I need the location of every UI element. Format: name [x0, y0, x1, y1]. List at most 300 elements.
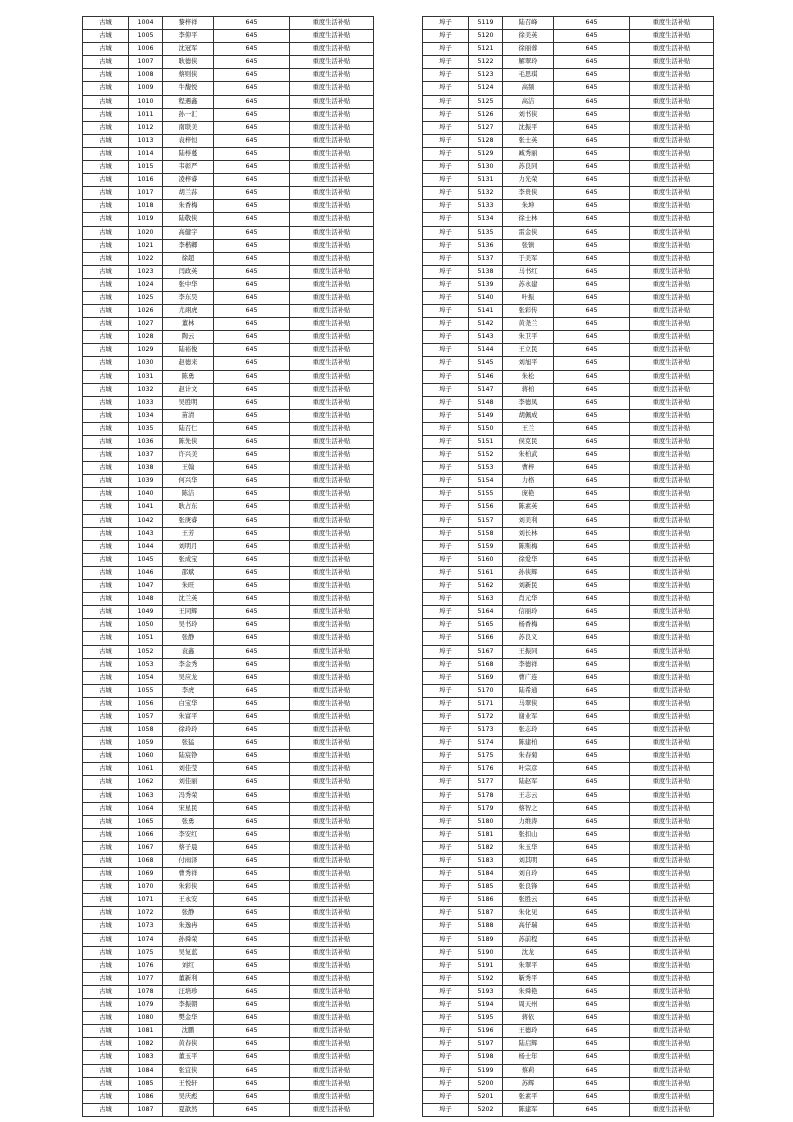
table-row	[423, 697, 714, 710]
id-cell: 1020	[129, 226, 163, 239]
name-cell: 李贵侠	[503, 187, 554, 200]
id-cell: 5186	[469, 894, 503, 907]
amount-cell: 645	[214, 658, 290, 671]
amount-cell: 645	[554, 907, 630, 920]
id-cell: 1069	[129, 868, 163, 881]
area-cell: 埠子	[423, 540, 469, 553]
area-cell: 埠子	[423, 1012, 469, 1025]
table-row	[423, 291, 714, 304]
area-cell: 埠子	[423, 697, 469, 710]
table-row	[423, 370, 714, 383]
table-row	[423, 422, 714, 435]
name-cell: 刘美利	[503, 514, 554, 527]
table-row	[83, 56, 374, 69]
table-row	[83, 252, 374, 265]
table-row	[83, 409, 374, 422]
table-row	[83, 619, 374, 632]
name-cell: 程遇鑫	[163, 95, 214, 108]
table-row	[423, 802, 714, 815]
area-cell: 埠子	[423, 174, 469, 187]
amount-cell: 645	[554, 1025, 630, 1038]
amount-cell: 645	[214, 645, 290, 658]
name-cell: 赵德来	[163, 357, 214, 370]
id-cell: 5179	[469, 802, 503, 815]
table-row	[423, 540, 714, 553]
table-row	[423, 841, 714, 854]
amount-cell: 645	[214, 291, 290, 304]
name-cell: 黎梓祥	[163, 17, 214, 30]
table-row	[83, 1103, 374, 1116]
id-cell: 1049	[129, 606, 163, 619]
type-cell: 重度生活补贴	[630, 213, 714, 226]
name-cell: 张静	[163, 907, 214, 920]
left-roster-table	[82, 16, 374, 1117]
type-cell: 重度生活补贴	[290, 1051, 374, 1064]
id-cell: 1072	[129, 907, 163, 920]
id-cell: 5129	[469, 147, 503, 160]
amount-cell: 645	[554, 488, 630, 501]
type-cell: 重度生活补贴	[630, 161, 714, 174]
name-cell: 陆赵军	[503, 776, 554, 789]
name-cell: 蔡子晨	[163, 841, 214, 854]
amount-cell: 645	[554, 606, 630, 619]
name-cell: 朱化见	[503, 907, 554, 920]
area-cell: 埠子	[423, 1103, 469, 1116]
id-cell: 1007	[129, 56, 163, 69]
table-row	[83, 422, 374, 435]
id-cell: 5137	[469, 252, 503, 265]
table-row	[423, 108, 714, 121]
name-cell: 刘书侠	[503, 108, 554, 121]
amount-cell: 645	[554, 187, 630, 200]
id-cell: 1042	[129, 514, 163, 527]
area-cell: 埠子	[423, 501, 469, 514]
type-cell: 重度生活补贴	[290, 645, 374, 658]
name-cell: 沈龙	[503, 946, 554, 959]
id-cell: 5197	[469, 1038, 503, 1051]
name-cell: 孙侠辉	[503, 566, 554, 579]
type-cell: 重度生活补贴	[290, 619, 374, 632]
id-cell: 5161	[469, 566, 503, 579]
area-cell: 古城	[83, 593, 129, 606]
table-row	[423, 43, 714, 56]
table-row	[83, 789, 374, 802]
type-cell: 重度生活补贴	[290, 422, 374, 435]
name-cell: 董新利	[163, 972, 214, 985]
type-cell: 重度生活补贴	[630, 1064, 714, 1077]
table-row	[83, 121, 374, 134]
area-cell: 埠子	[423, 43, 469, 56]
table-row	[83, 239, 374, 252]
type-cell: 重度生活补贴	[290, 881, 374, 894]
table-row	[423, 750, 714, 763]
type-cell: 重度生活补贴	[630, 855, 714, 868]
id-cell: 1017	[129, 187, 163, 200]
name-cell: 谢业军	[503, 710, 554, 723]
table-row	[83, 174, 374, 187]
table-row	[423, 724, 714, 737]
area-cell: 埠子	[423, 213, 469, 226]
type-cell: 重度生活补贴	[630, 710, 714, 723]
name-cell: 孙一汇	[163, 108, 214, 121]
area-cell: 埠子	[423, 750, 469, 763]
table-row	[423, 972, 714, 985]
type-cell: 重度生活补贴	[290, 580, 374, 593]
name-cell: 叶宗彦	[503, 763, 554, 776]
area-cell: 埠子	[423, 121, 469, 134]
table-row	[423, 828, 714, 841]
type-cell: 重度生活补贴	[630, 1103, 714, 1116]
name-cell: 张彩传	[503, 305, 554, 318]
amount-cell: 645	[214, 855, 290, 868]
area-cell: 古城	[83, 475, 129, 488]
name-cell: 沈振平	[503, 121, 554, 134]
table-row	[423, 475, 714, 488]
amount-cell: 645	[214, 828, 290, 841]
amount-cell: 645	[214, 95, 290, 108]
type-cell: 重度生活补贴	[290, 265, 374, 278]
table-row	[423, 1025, 714, 1038]
id-cell: 1044	[129, 540, 163, 553]
type-cell: 重度生活补贴	[290, 999, 374, 1012]
amount-cell: 645	[214, 619, 290, 632]
type-cell: 重度生活补贴	[290, 566, 374, 579]
type-cell: 重度生活补贴	[630, 933, 714, 946]
area-cell: 古城	[83, 1051, 129, 1064]
name-cell: 王兰	[503, 422, 554, 435]
table-row	[83, 95, 374, 108]
amount-cell: 645	[554, 684, 630, 697]
amount-cell: 645	[214, 226, 290, 239]
type-cell: 重度生活补贴	[630, 697, 714, 710]
table-row	[83, 658, 374, 671]
table-row	[423, 527, 714, 540]
id-cell: 1061	[129, 763, 163, 776]
type-cell: 重度生活补贴	[290, 43, 374, 56]
table-row	[83, 868, 374, 881]
table-row	[83, 449, 374, 462]
id-cell: 5156	[469, 501, 503, 514]
id-cell: 5126	[469, 108, 503, 121]
id-cell: 1051	[129, 632, 163, 645]
name-cell: 邵斌	[163, 566, 214, 579]
type-cell: 重度生活补贴	[290, 750, 374, 763]
id-cell: 5127	[469, 121, 503, 134]
area-cell: 埠子	[423, 999, 469, 1012]
type-cell: 重度生活补贴	[630, 95, 714, 108]
table-row	[83, 959, 374, 972]
area-cell: 埠子	[423, 593, 469, 606]
id-cell: 1026	[129, 305, 163, 318]
table-row	[423, 959, 714, 972]
id-cell: 1047	[129, 580, 163, 593]
id-cell: 1078	[129, 985, 163, 998]
name-cell: 朱富平	[163, 710, 214, 723]
area-cell: 古城	[83, 671, 129, 684]
amount-cell: 645	[214, 1025, 290, 1038]
area-cell: 古城	[83, 907, 129, 920]
table-row	[83, 946, 374, 959]
area-cell: 埠子	[423, 841, 469, 854]
area-cell: 埠子	[423, 658, 469, 671]
amount-cell: 645	[554, 213, 630, 226]
name-cell: 黄尧兰	[503, 318, 554, 331]
area-cell: 古城	[83, 894, 129, 907]
id-cell: 5124	[469, 82, 503, 95]
type-cell: 重度生活补贴	[290, 632, 374, 645]
amount-cell: 645	[554, 580, 630, 593]
table-row	[423, 881, 714, 894]
area-cell: 埠子	[423, 1038, 469, 1051]
table-row	[423, 855, 714, 868]
id-cell: 5199	[469, 1064, 503, 1077]
id-cell: 5128	[469, 134, 503, 147]
amount-cell: 645	[214, 789, 290, 802]
name-cell: 徐超	[163, 252, 214, 265]
area-cell: 古城	[83, 1025, 129, 1038]
table-row	[423, 396, 714, 409]
name-cell: 朱柏武	[503, 449, 554, 462]
amount-cell: 645	[554, 789, 630, 802]
area-cell: 埠子	[423, 318, 469, 331]
amount-cell: 645	[214, 30, 290, 43]
name-cell: 胡佩成	[503, 409, 554, 422]
amount-cell: 645	[214, 724, 290, 737]
type-cell: 重度生活补贴	[290, 121, 374, 134]
area-cell: 古城	[83, 1038, 129, 1051]
type-cell: 重度生活补贴	[290, 671, 374, 684]
amount-cell: 645	[554, 972, 630, 985]
table-row	[83, 187, 374, 200]
amount-cell: 645	[554, 1051, 630, 1064]
amount-cell: 645	[554, 802, 630, 815]
table-row	[423, 1038, 714, 1051]
name-cell: 陈建柏	[503, 737, 554, 750]
table-row	[423, 789, 714, 802]
name-cell: 朱旺	[163, 580, 214, 593]
id-cell: 1004	[129, 17, 163, 30]
type-cell: 重度生活补贴	[630, 121, 714, 134]
type-cell: 重度生活补贴	[630, 920, 714, 933]
amount-cell: 645	[554, 710, 630, 723]
amount-cell: 645	[214, 161, 290, 174]
id-cell: 1023	[129, 265, 163, 278]
amount-cell: 645	[554, 763, 630, 776]
type-cell: 重度生活补贴	[630, 684, 714, 697]
amount-cell: 645	[214, 566, 290, 579]
id-cell: 5173	[469, 724, 503, 737]
area-cell: 埠子	[423, 187, 469, 200]
id-cell: 1055	[129, 684, 163, 697]
id-cell: 5177	[469, 776, 503, 789]
name-cell: 苗清	[163, 409, 214, 422]
area-cell: 埠子	[423, 645, 469, 658]
area-cell: 古城	[83, 815, 129, 828]
id-cell: 5183	[469, 855, 503, 868]
amount-cell: 645	[554, 1064, 630, 1077]
table-row	[423, 436, 714, 449]
area-cell: 古城	[83, 724, 129, 737]
type-cell: 重度生活补贴	[290, 737, 374, 750]
id-cell: 1019	[129, 213, 163, 226]
amount-cell: 645	[554, 828, 630, 841]
id-cell: 1085	[129, 1077, 163, 1090]
amount-cell: 645	[554, 226, 630, 239]
type-cell: 重度生活补贴	[630, 894, 714, 907]
table-row	[423, 514, 714, 527]
name-cell: 董林	[163, 318, 214, 331]
table-row	[423, 684, 714, 697]
type-cell: 重度生活补贴	[290, 226, 374, 239]
amount-cell: 645	[554, 868, 630, 881]
table-row	[423, 331, 714, 344]
name-cell: 王德玲	[503, 1025, 554, 1038]
amount-cell: 645	[554, 200, 630, 213]
amount-cell: 645	[214, 527, 290, 540]
name-cell: 雷金侠	[503, 226, 554, 239]
name-cell: 徐丽蓉	[503, 43, 554, 56]
name-cell: 张宜侠	[163, 1064, 214, 1077]
type-cell: 重度生活补贴	[630, 1025, 714, 1038]
amount-cell: 645	[554, 462, 630, 475]
type-cell: 重度生活补贴	[290, 933, 374, 946]
table-row	[83, 632, 374, 645]
id-cell: 5145	[469, 357, 503, 370]
name-cell: 苏辉	[503, 1077, 554, 1090]
table-row	[83, 972, 374, 985]
amount-cell: 645	[554, 593, 630, 606]
type-cell: 重度生活补贴	[630, 239, 714, 252]
name-cell: 解翠玲	[503, 56, 554, 69]
name-cell: 蔡莉	[503, 1064, 554, 1077]
table-row	[423, 985, 714, 998]
name-cell: 刘自玲	[503, 868, 554, 881]
type-cell: 重度生活补贴	[290, 370, 374, 383]
amount-cell: 645	[214, 580, 290, 593]
amount-cell: 645	[554, 174, 630, 187]
table-row	[423, 383, 714, 396]
area-cell: 古城	[83, 868, 129, 881]
type-cell: 重度生活补贴	[630, 999, 714, 1012]
id-cell: 1046	[129, 566, 163, 579]
id-cell: 1087	[129, 1103, 163, 1116]
area-cell: 古城	[83, 213, 129, 226]
type-cell: 重度生活补贴	[630, 318, 714, 331]
type-cell: 重度生活补贴	[290, 305, 374, 318]
type-cell: 重度生活补贴	[290, 815, 374, 828]
amount-cell: 645	[554, 252, 630, 265]
name-cell: 耿占东	[163, 501, 214, 514]
type-cell: 重度生活补贴	[290, 776, 374, 789]
area-cell: 埠子	[423, 226, 469, 239]
name-cell: 高频	[503, 82, 554, 95]
table-row	[423, 174, 714, 187]
table-row	[423, 95, 714, 108]
table-row	[423, 999, 714, 1012]
id-cell: 5200	[469, 1077, 503, 1090]
type-cell: 重度生活补贴	[290, 213, 374, 226]
type-cell: 重度生活补贴	[630, 30, 714, 43]
area-cell: 古城	[83, 1012, 129, 1025]
amount-cell: 645	[214, 946, 290, 959]
type-cell: 重度生活补贴	[290, 134, 374, 147]
name-cell: 陈先侠	[163, 436, 214, 449]
type-cell: 重度生活补贴	[290, 396, 374, 409]
name-cell: 肖元华	[503, 593, 554, 606]
table-row	[423, 553, 714, 566]
id-cell: 1015	[129, 161, 163, 174]
name-cell: 黄春侠	[163, 1038, 214, 1051]
name-cell: 何兴华	[163, 475, 214, 488]
amount-cell: 645	[214, 1064, 290, 1077]
name-cell: 张胜云	[503, 894, 554, 907]
name-cell: 陆裕俊	[163, 344, 214, 357]
type-cell: 重度生活补贴	[290, 697, 374, 710]
id-cell: 1050	[129, 619, 163, 632]
amount-cell: 645	[214, 632, 290, 645]
area-cell: 埠子	[423, 985, 469, 998]
area-cell: 古城	[83, 69, 129, 82]
name-cell: 李安红	[163, 828, 214, 841]
id-cell: 1028	[129, 331, 163, 344]
name-cell: 朱松	[503, 370, 554, 383]
amount-cell: 645	[214, 56, 290, 69]
table-row	[83, 999, 374, 1012]
type-cell: 重度生活补贴	[630, 370, 714, 383]
table-row	[83, 527, 374, 540]
type-cell: 重度生活补贴	[290, 278, 374, 291]
table-row	[83, 305, 374, 318]
table-row	[423, 580, 714, 593]
id-cell: 1033	[129, 396, 163, 409]
table-row	[83, 684, 374, 697]
type-cell: 重度生活补贴	[290, 658, 374, 671]
area-cell: 埠子	[423, 1064, 469, 1077]
name-cell: 沈冠军	[163, 43, 214, 56]
area-cell: 埠子	[423, 606, 469, 619]
table-row	[83, 710, 374, 723]
area-cell: 古城	[83, 344, 129, 357]
area-cell: 埠子	[423, 475, 469, 488]
table-row	[83, 30, 374, 43]
type-cell: 重度生活补贴	[290, 868, 374, 881]
id-cell: 5172	[469, 710, 503, 723]
id-cell: 5140	[469, 291, 503, 304]
type-cell: 重度生活补贴	[630, 449, 714, 462]
name-cell: 王悦轩	[163, 1077, 214, 1090]
name-cell: 朱玉华	[503, 841, 554, 854]
amount-cell: 645	[214, 894, 290, 907]
area-cell: 埠子	[423, 553, 469, 566]
table-row	[83, 645, 374, 658]
amount-cell: 645	[554, 645, 630, 658]
amount-cell: 645	[214, 933, 290, 946]
table-row	[83, 291, 374, 304]
name-cell: 张勇	[163, 815, 214, 828]
id-cell: 5148	[469, 396, 503, 409]
table-row	[83, 828, 374, 841]
amount-cell: 645	[214, 514, 290, 527]
area-cell: 古城	[83, 527, 129, 540]
id-cell: 5151	[469, 436, 503, 449]
id-cell: 1024	[129, 278, 163, 291]
type-cell: 重度生活补贴	[630, 1090, 714, 1103]
amount-cell: 645	[554, 121, 630, 134]
name-cell: 侯克民	[503, 436, 554, 449]
area-cell: 埠子	[423, 488, 469, 501]
table-row	[83, 841, 374, 854]
table-row	[83, 920, 374, 933]
